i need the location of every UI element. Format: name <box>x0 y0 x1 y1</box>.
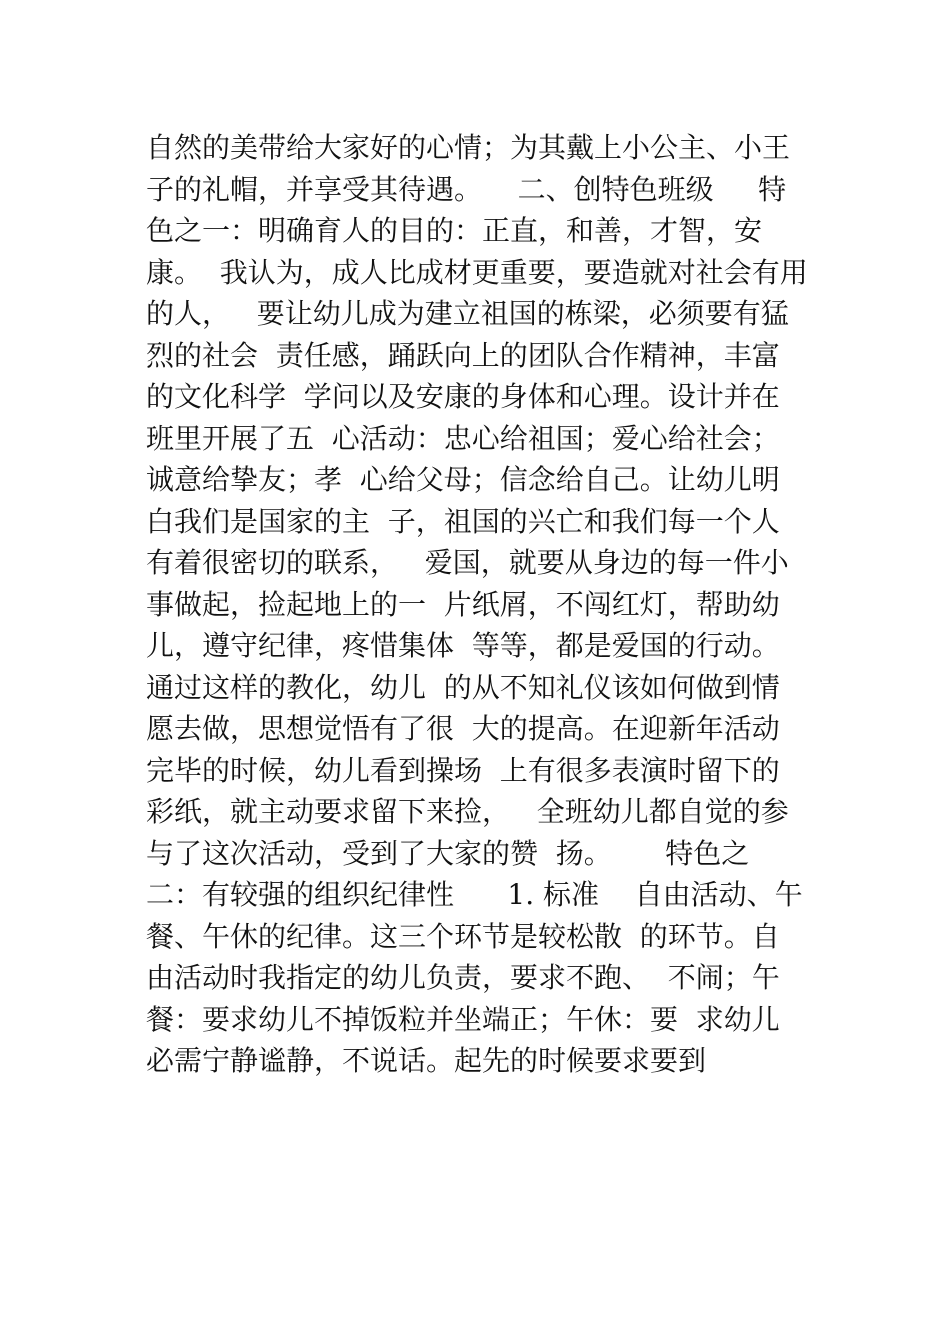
text-line: 子的礼帽，并享受其待遇。 二、创特色班级 特 <box>146 172 787 206</box>
text-line: 色之一：明确育人的目的：正直，和善，才智，安 <box>146 214 763 247</box>
text-line: 餐：要求幼儿不掉饭粒并坐端正；午休：要 求幼儿 <box>146 1002 780 1036</box>
text-line: 与了这次活动，受到了大家的赞 扬。 特色之 <box>146 836 750 870</box>
text-line: 愿去做，思想觉悟有了很 大的提高。在迎新年活动 <box>146 712 780 745</box>
text-line: 事做起，捡起地上的一 片纸屑，不闯红灯，帮助幼 <box>146 587 780 621</box>
text-line: 康。 我认为，成人比成材更重要，要造就对社会有用 <box>146 255 808 289</box>
text-line: 必需宁静谧静，不说话。起先的时候要求要到 <box>146 1044 707 1077</box>
text-line: 餐、午休的纪律。这三个环节是较松散 的环节。自 <box>146 919 780 953</box>
text-line: 的文化科学 学问以及安康的身体和心理。设计并在 <box>146 380 780 413</box>
text-line: 诚意给挚友；孝 心给父母；信念给自己。让幼儿明 <box>146 463 780 496</box>
text-line: 白我们是国家的主 子，祖国的兴亡和我们每一个人 <box>146 504 780 538</box>
text-line: 烈的社会 责任感，踊跃向上的团队合作精神，丰富 <box>146 338 780 372</box>
text-line: 班里开展了五 心活动：忠心给祖国；爱心给社会； <box>146 421 780 455</box>
text-line: 通过这样的教化，幼儿 的从不知礼仪该如何做到情 <box>146 670 780 704</box>
body-text <box>146 127 816 1082</box>
text-line: 自然的美带给大家好的心情；为其戴上小公主、小王 <box>146 131 791 164</box>
text-line: 二：有较强的组织纪律性 1. 标准 自由活动、午 <box>146 878 803 911</box>
text-line: 彩纸，就主动要求留下来捡， 全班幼儿都自觉的参 <box>146 795 789 828</box>
text-line: 有着很密切的联系， 爱国，就要从身边的每一件小 <box>146 546 789 579</box>
text-line: 儿，遵守纪律，疼惜集体 等等，都是爱国的行动。 <box>146 629 780 662</box>
text-line: 的人， 要让幼儿成为建立祖国的栋梁，必须要有猛 <box>146 297 789 330</box>
text-line: 完毕的时候，幼儿看到操场 上有很多表演时留下的 <box>146 753 780 787</box>
text-line: 由活动时我指定的幼儿负责，要求不跑、 不闹；午 <box>146 961 780 994</box>
